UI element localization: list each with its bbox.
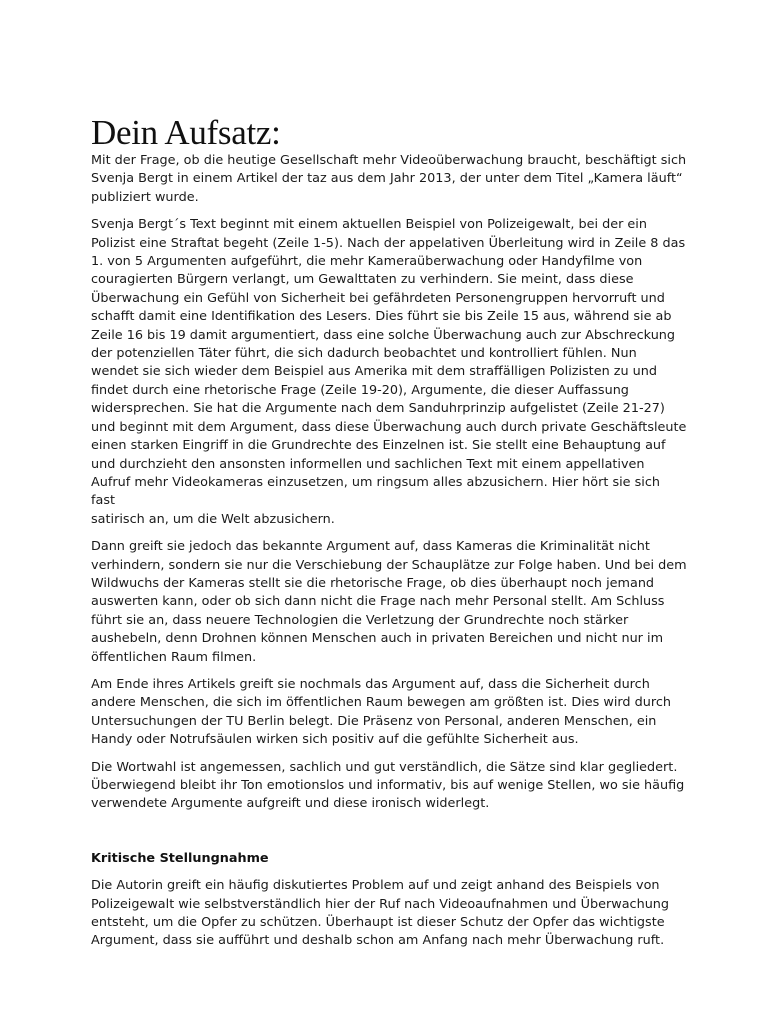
paragraph-language-analysis: Die Wortwahl ist angemessen, sachlich und gut verständlich, die Sätze sind klar gegliedert. Überwiegend bleibt ihr Ton emotionslos und informativ, bis auf wenige Stellen, wo sie häufig verwendete Argumente aufgreift und diese ironisch widerlegt. bbox=[91, 759, 685, 812]
paragraph-counter-arguments: Dann greift sie jedoch das bekannte Argument auf, dass Kameras die Kriminalität nicht verhindern, sondern sie nur die Verschiebung der Schauplätze zur Folge haben. Und bei dem Wildwuchs der Kameras stellt sie die rhetorische Frage, ob dies überhaupt noch jemand auswerten kann, oder ob sich dann nicht die Frage nach mehr Personal stellt. Am Schluss führt sie an, dass neuere Technologien die Verletzung der Grundrechte noch stärker aushebeln, denn Drohnen können Menschen auch in privaten Bereichen und nicht nur im öffentlichen Raum filmen. bbox=[91, 539, 687, 665]
paragraph-critical-statement: Die Autorin greift ein häufig diskutiertes Problem auf und zeigt anhand des Beispiels von Polizeigewalt wie selbstverständlich hier der Ruf nach Videoaufnahmen und Überwachung entsteht, um die Opfer zu schützen. Überhaupt ist dieser Schutz der Opfer das wichtigste Argument, dass sie aufführt und deshalb schon am Anfang nach mehr Überwachung ruft. bbox=[91, 878, 670, 949]
paragraph-text-summary: Svenja Bergt´s Text beginnt mit einem aktuellen Beispiel von Polizeigewalt, bei der ein Polizist eine Straftat begeht (Zeile 1-5). Nach der appelativen Überleitung wird in Zeile 8 das 1. von 5 Argumenten aufgeführt, die mehr Kameraüberwachung oder Handyfilme von couragierten Bürgern verlangt, um Gewalttaten zu verhindern. Sie meint, dass diese Überwachung ein Gefühl von Sicherheit bei gefährdeten Personengruppen hervorruft und schafft damit eine Identifikation des Lesers. Dies führt sie bis Zeile 15 aus, während sie ab Zeile 16 bis 19 damit argumentiert, dass eine solche Überwachung auch zur Abschreckung der potenziellen Täter führt, die sich dadurch beobachtet und kontrolliert fühlen. Nun wendet sie sich wieder dem Beispiel aus Amerika mit dem straffälligen Polizisten zu und findet durch eine rhetorische Frage (Zeile 19-20), Argumente, die dieser Auffassung widersprechen. Sie hat die Argumente nach dem Sanduhrprinzip aufgelistet (Zeile 21-27) und beginnt mit dem Argument, dass diese Überwachung auch durch private Geschäftsleute einen starken Eingriff in die Grundrechte des Einzelnen ist. Sie stellt eine Behauptung auf und durchzieht den ansonsten informellen und sachlichen Text mit einem appellativen Aufruf mehr Videokameras einzusetzen, um ringsum alles abzusichern. Hier hört sie sich fast satirisch an, um die Welt abzusichern. bbox=[91, 217, 687, 527]
paragraph-conclusion: Am Ende ihres Artikels greift sie nochmals das Argument auf, dass die Sicherheit durch andere Menschen, die sich im öffentlichen Raum bewegen am größten ist. Dies wird durch Untersuchungen der TU Berlin belegt. Die Präsenz von Personal, anderen Menschen, ein Handy oder Notrufsäulen wirken sich positiv auf die gefühlte Sicherheit aus. bbox=[91, 676, 671, 748]
document-page bbox=[91, 112, 687, 960]
document-title: Dein Aufsatz: bbox=[91, 113, 281, 152]
section-heading: Kritische Stellungnahme bbox=[91, 850, 269, 866]
paragraph-intro: Mit der Frage, ob die heutige Gesellschaft mehr Videoüberwachung braucht, beschäftigt sich Svenja Bergt in einem Artikel der taz aus dem Jahr 2013, der unter dem Titel „Kamera läuft“ publiziert wurde. bbox=[91, 153, 687, 205]
